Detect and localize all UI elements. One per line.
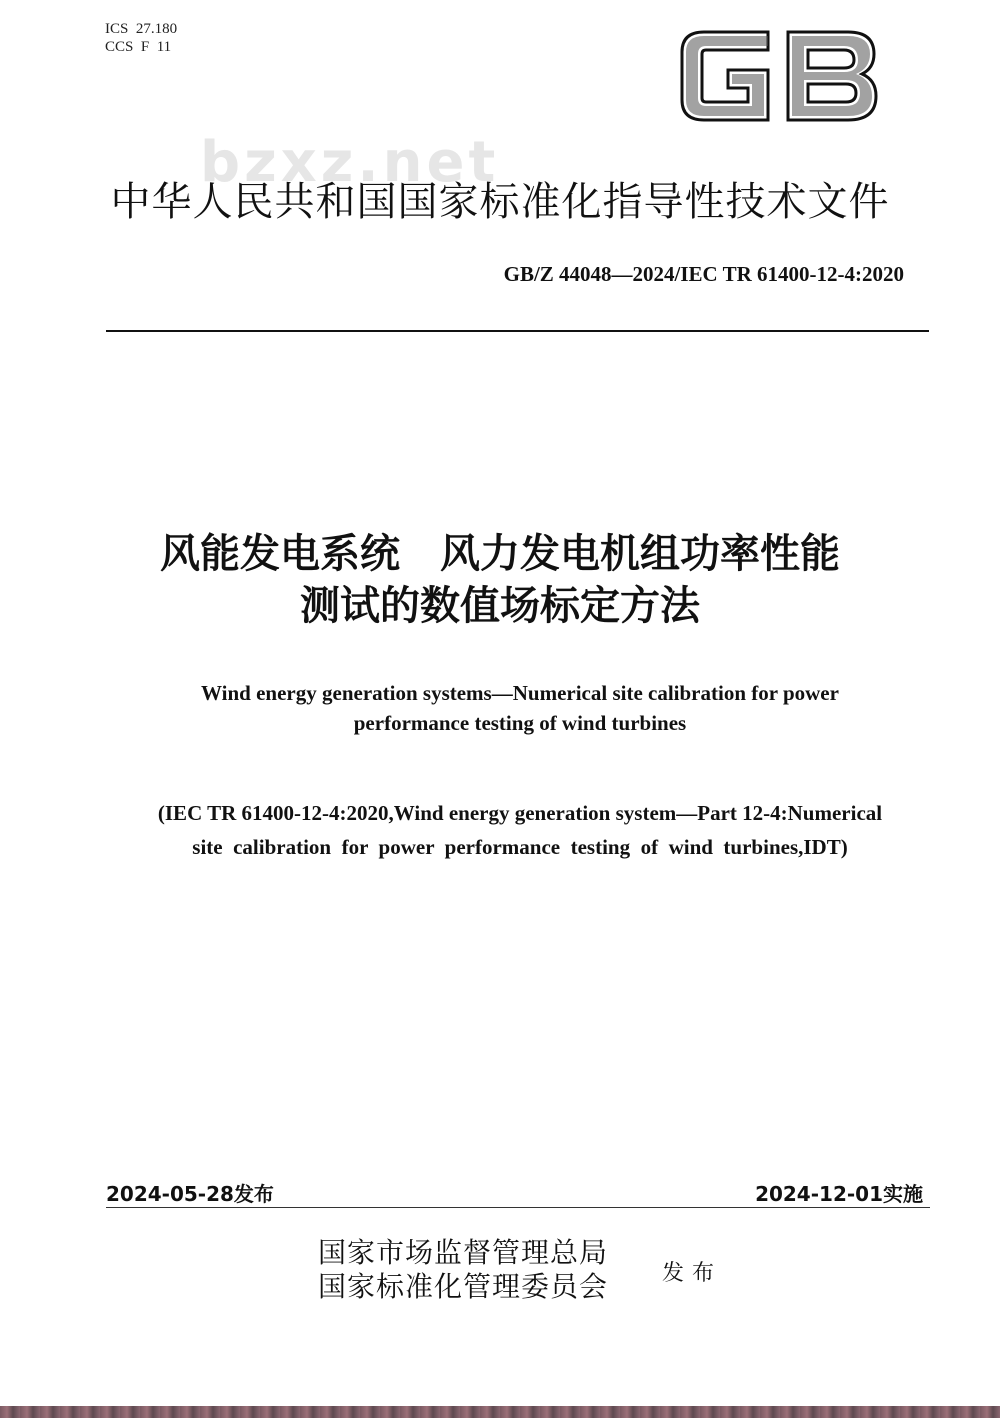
header-divider [106,330,929,332]
standard-number: GB/Z 44048—2024/IEC TR 61400-12-4:2020 [503,262,904,286]
logo-text: GB [676,22,678,23]
bottom-edge-strip [0,1406,1000,1418]
title-chinese-line1: 风能发电系统 风力发电机组功率性能 [160,531,840,577]
title-english-line1: Wind energy generation systems—Numerical site calibration for power [201,681,839,705]
ccs-code: CCS F 11 [105,39,172,55]
title-english [0,678,1000,738]
ics-code: ICS 27.180 [105,21,178,37]
document-type: 中华人民共和国国家标准化指导性技术文件 [110,179,890,225]
title-chinese-line2: 测试的数值场标定方法 [300,583,700,629]
watermark: bzxz.net [200,130,500,195]
gb-logo [676,22,882,130]
issuer-samr: 国家市场监督管理总局 [318,1236,609,1269]
issuing-authorities [318,1236,608,1304]
issue-label: 发布 [662,1261,723,1286]
classification-codes [105,20,177,56]
adoption-note-line1: (IEC TR 61400-12-4:2020,Wind energy generation system—Part 12-4:Numerical [157,801,883,825]
issue-date: 2024-05-28发布 [106,1182,274,1206]
title-english-line2: performance testing of wind turbines [353,711,687,735]
adoption-note [0,796,1000,864]
adoption-note-line2: site calibration for power performance testing of wind turbines,IDT) [192,835,848,859]
implementation-date: 2024-12-01实施 [755,1182,923,1206]
title-chinese [0,528,1000,632]
issuer-sac: 国家标准化管理委员会 [318,1270,609,1303]
footer-divider [106,1207,930,1208]
